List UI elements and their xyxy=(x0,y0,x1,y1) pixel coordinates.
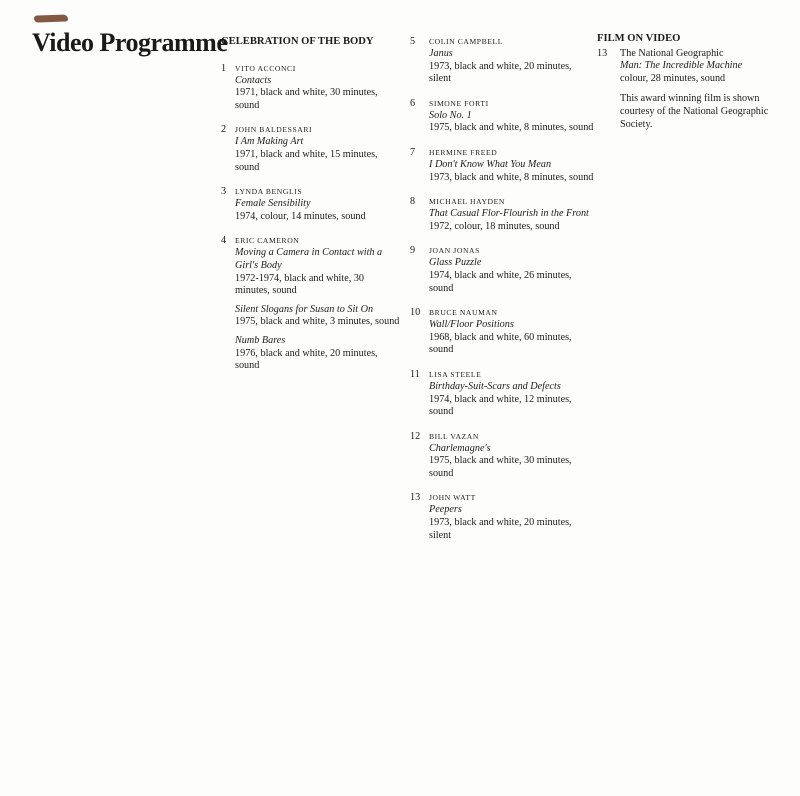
entry-number: 9 xyxy=(410,245,416,257)
entry-body xyxy=(429,245,595,295)
work-details: 1972, colour, 18 minutes, sound xyxy=(429,220,560,232)
entry-number: 13 xyxy=(597,47,608,59)
work-title: Glass Puzzle xyxy=(429,257,482,269)
programme-entry xyxy=(597,48,787,132)
programme-entry xyxy=(221,63,401,113)
work-details: 1973, black and white, 20 minutes, silent xyxy=(429,60,572,85)
artist-name: JOAN JONAS xyxy=(429,246,480,256)
work-details: 1974, black and white, 12 minutes, sound xyxy=(429,393,572,418)
entry-number: 2 xyxy=(221,124,227,136)
work-details: 1974, black and white, 26 minutes, sound xyxy=(429,269,572,294)
entry-body xyxy=(429,307,595,357)
entry-body xyxy=(235,235,401,372)
entry-body xyxy=(429,369,595,419)
work-title: Contacts xyxy=(235,74,272,86)
section-heading: FILM ON VIDEO xyxy=(597,33,681,44)
programme-entry xyxy=(410,98,595,135)
entry-body xyxy=(235,63,401,113)
entry-number: 13 xyxy=(410,492,421,504)
work-title: I Am Making Art xyxy=(235,136,304,148)
programme-entry xyxy=(410,36,595,86)
artist-name: LYNDA BENGLIS xyxy=(235,187,303,197)
programme-entry xyxy=(410,431,595,481)
work-details: 1975, black and white, 30 minutes, sound xyxy=(429,455,572,479)
entry-body xyxy=(429,98,595,135)
work-title: Silent Slogans for Susan to Sit On xyxy=(235,303,374,315)
artist-name: COLIN CAMPBELL xyxy=(429,37,504,46)
programme-entry xyxy=(410,369,595,419)
entry-number: 11 xyxy=(410,368,420,380)
artist-name: JOHN WATT xyxy=(429,493,476,503)
work-title: Numb Bares xyxy=(235,334,286,346)
work-title: I Don't Know What You Mean xyxy=(429,158,552,170)
work-title: Moving a Camera in Contact with a Girl's Body xyxy=(235,247,383,271)
work-title: Wall/Floor Positions xyxy=(429,319,514,331)
page-title: Video Programme xyxy=(32,28,228,57)
work-details: 1975, black and white, 3 minutes, sound xyxy=(235,316,400,328)
work-details: 1973, black and white, 20 minutes, silent xyxy=(429,517,572,541)
artist-name: VITO ACCONCI xyxy=(235,63,296,73)
entry-number: 5 xyxy=(410,36,416,47)
entry-body xyxy=(429,431,595,481)
column-film-on-video xyxy=(597,33,787,143)
entry-body xyxy=(235,186,401,223)
work-title: Birthday-Suit-Scars and Defects xyxy=(429,380,561,392)
work-details: 1973, black and white, 8 minutes, sound xyxy=(429,171,594,183)
work-details: 1975, black and white, 8 minutes, sound xyxy=(429,122,594,134)
programme-entry xyxy=(410,147,595,184)
entry-body xyxy=(429,492,595,542)
work-title: Charlemagne's xyxy=(429,442,491,454)
entry-number: 4 xyxy=(221,235,227,247)
artist-name: JOHN BALDESSARI xyxy=(235,125,313,135)
entry-number: 10 xyxy=(410,307,421,319)
work-details: colour, 28 minutes, sound xyxy=(620,72,726,84)
entry-body xyxy=(429,36,595,86)
programme-entry xyxy=(410,307,595,357)
work-title: Janus xyxy=(429,48,453,59)
entry-body xyxy=(620,48,787,132)
entry-body xyxy=(429,196,595,233)
work-details: 1976, black and white, 20 minutes, sound xyxy=(235,347,378,372)
artist-name: LISA STEELE xyxy=(429,369,482,379)
work-title: Solo No. 1 xyxy=(429,109,472,121)
entry-body xyxy=(235,124,401,174)
entry-number: 8 xyxy=(410,196,416,208)
entry-number: 7 xyxy=(410,146,416,158)
work-title: Man: The Incredible Machine xyxy=(620,60,743,72)
work-details: 1974, colour, 14 minutes, sound xyxy=(235,210,366,222)
additional-work xyxy=(235,304,401,329)
artist-name: HERMINE FREED xyxy=(429,147,498,157)
programme-entry xyxy=(221,235,401,372)
artist-name: ERIC CAMERON xyxy=(235,236,300,246)
work-details: 1972-1974, black and white, 30 minutes, sound xyxy=(235,272,365,297)
work-details: 1968, black and white, 60 minutes, sound xyxy=(429,331,572,356)
programme-entry xyxy=(221,186,401,223)
programme-entry xyxy=(410,492,595,542)
entry-number: 1 xyxy=(221,62,227,74)
entry-body xyxy=(429,147,595,184)
work-details: 1971, black and white, 30 minutes, sound xyxy=(235,87,378,111)
programme-entry xyxy=(410,245,595,295)
additional-work xyxy=(235,335,401,373)
work-title: Peepers xyxy=(429,504,462,516)
column-celebration-part-2 xyxy=(410,36,595,554)
artist-name: MICHAEL HAYDEN xyxy=(429,197,505,207)
column-celebration-part-1 xyxy=(221,36,401,385)
artist-name: BILL VAZAN xyxy=(429,431,479,441)
artist-name: SIMONE FORTI xyxy=(429,98,489,108)
programme-entry xyxy=(410,196,595,233)
work-title: Female Sensibility xyxy=(235,198,311,210)
stain-mark xyxy=(34,14,68,22)
programme-entry xyxy=(221,124,401,174)
entry-number: 3 xyxy=(221,186,227,198)
courtesy-note: This award winning film is shown courtesy of the National Geographic Society. xyxy=(620,93,769,130)
section-heading: CELEBRATION OF THE BODY xyxy=(221,36,374,47)
artist-name: BRUCE NAUMAN xyxy=(429,308,498,318)
entry-number: 12 xyxy=(410,430,421,442)
entry-number: 6 xyxy=(410,97,416,109)
work-details: 1971, black and white, 15 minutes, sound xyxy=(235,148,378,173)
producer-name: The National Geographic xyxy=(620,47,724,59)
work-title: That Casual Flor-Flourish in the Front xyxy=(429,208,589,220)
